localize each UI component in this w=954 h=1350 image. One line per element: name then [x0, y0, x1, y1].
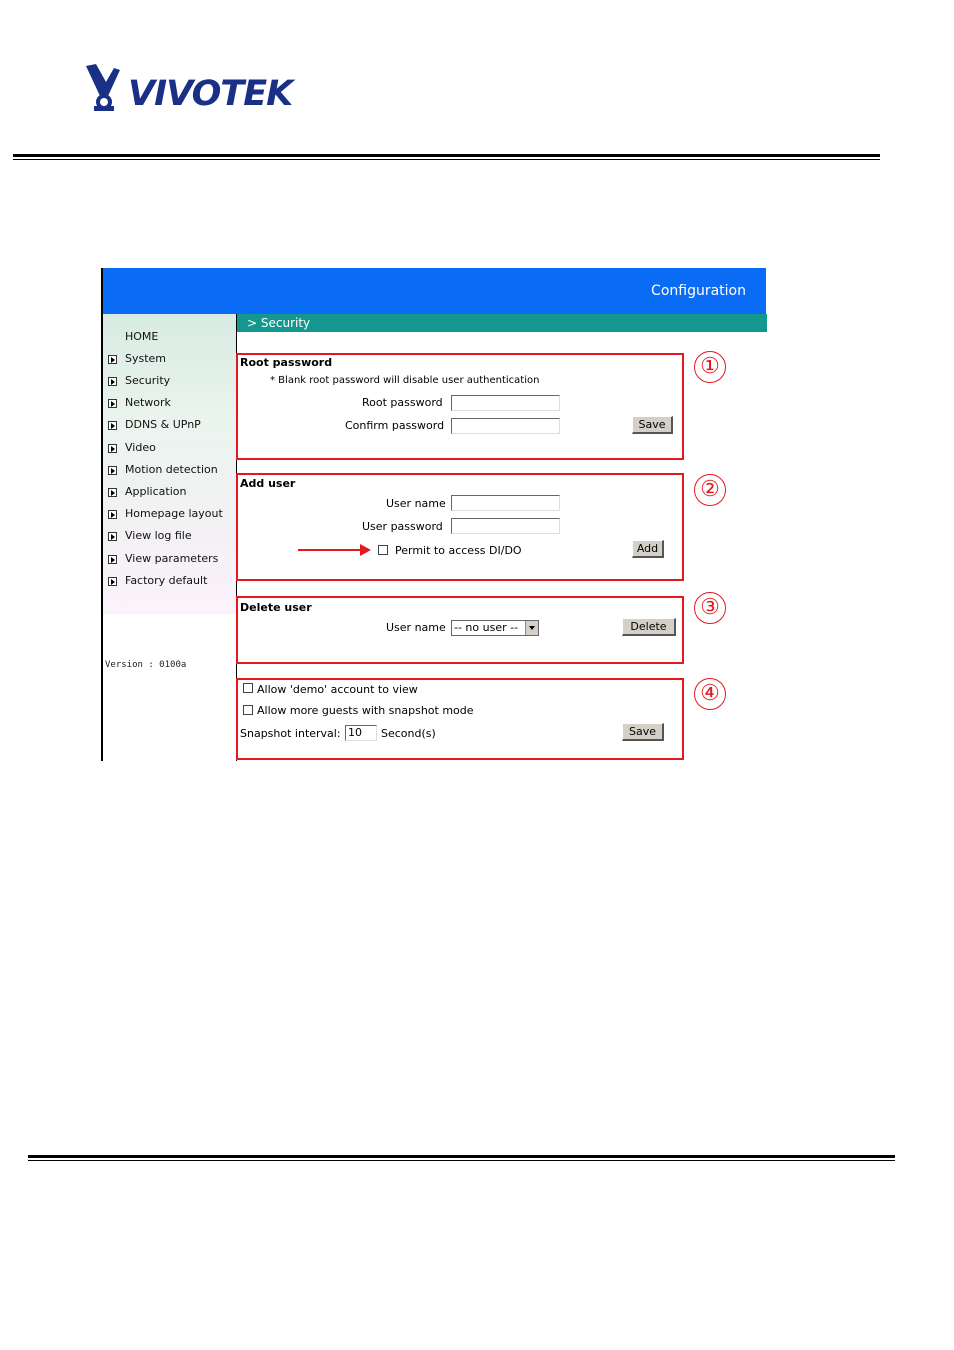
arrow-icon — [108, 488, 117, 497]
pointer-arrow-head — [360, 544, 371, 556]
user-name-input[interactable] — [451, 495, 560, 511]
sidebar-item-label: Application — [125, 485, 187, 498]
marker-1: ① — [694, 351, 726, 383]
sidebar-item-label: Video — [125, 441, 156, 454]
sidebar-item-label: Motion detection — [125, 463, 218, 476]
arrow-icon — [108, 399, 117, 408]
confirm-password-label: Confirm password — [345, 419, 445, 432]
breadcrumb-label: > Security — [247, 316, 311, 330]
sidebar-item-motion-detection[interactable] — [103, 460, 236, 480]
arrow-icon — [108, 444, 117, 453]
sidebar-item-home[interactable] — [103, 327, 236, 347]
user-name-label: User name — [386, 497, 446, 510]
root-password-label: Root password — [362, 396, 443, 409]
camera-logo-icon — [84, 62, 128, 112]
add-user-title: Add user — [240, 477, 296, 490]
sidebar-item-factory-default[interactable] — [103, 571, 236, 591]
vivotek-logo — [84, 62, 294, 114]
header-bar — [103, 268, 766, 314]
sidebar-item-label: Security — [125, 374, 171, 387]
delete-user-name-label: User name — [386, 621, 446, 634]
arrow-icon — [108, 577, 117, 586]
version-text: Version : 0100a — [105, 660, 187, 670]
breadcrumb — [237, 314, 767, 332]
delete-user-button[interactable]: Delete — [622, 618, 676, 636]
arrow-icon — [108, 532, 117, 541]
delete-user-title: Delete user — [240, 601, 312, 614]
page-title: Configuration — [651, 283, 746, 299]
sidebar-item-label: HOME — [125, 330, 159, 343]
allow-snapshot-checkbox[interactable] — [243, 705, 253, 715]
sidebar-item-application[interactable] — [103, 482, 236, 502]
marker-2: ② — [694, 474, 726, 506]
sidebar-item-video[interactable] — [103, 438, 236, 458]
sidebar-item-label: View parameters — [125, 552, 219, 565]
marker-4: ④ — [694, 678, 726, 710]
save-guest-settings-button[interactable]: Save — [622, 723, 664, 741]
sidebar-item-view-parameters[interactable] — [103, 549, 236, 569]
sidebar-item-homepage-layout[interactable] — [103, 504, 236, 524]
top-divider — [13, 154, 880, 160]
sidebar-item-label: System — [125, 352, 167, 365]
allow-demo-label: Allow 'demo' account to view — [257, 683, 418, 696]
sidebar-item-network[interactable] — [103, 393, 236, 413]
marker-3: ③ — [694, 592, 726, 624]
logo-text: VIVOTEK — [128, 74, 293, 114]
user-select-value: -- no user -- — [454, 621, 519, 634]
seconds-unit-label: Second(s) — [381, 727, 436, 740]
bottom-divider — [28, 1155, 895, 1161]
arrow-icon — [108, 555, 117, 564]
user-select[interactable] — [451, 620, 539, 636]
arrow-icon — [108, 421, 117, 430]
root-password-input[interactable] — [451, 395, 560, 411]
arrow-icon — [108, 510, 117, 519]
sidebar-item-view-log-file[interactable] — [103, 526, 236, 546]
pointer-arrow — [298, 549, 362, 551]
sidebar-item-label: Homepage layout — [125, 507, 223, 520]
sidebar-item-label: DDNS & UPnP — [125, 418, 201, 431]
arrow-icon — [108, 377, 117, 386]
snapshot-interval-label: Snapshot interval: — [240, 727, 341, 740]
permit-dido-checkbox[interactable] — [378, 545, 388, 555]
add-user-button[interactable]: Add — [632, 540, 664, 558]
sidebar-item-ddns-upnp[interactable] — [103, 415, 236, 435]
snapshot-interval-input[interactable]: 10 — [345, 725, 377, 741]
save-root-password-button[interactable]: Save — [632, 416, 673, 434]
permit-dido-label: Permit to access DI/DO — [395, 544, 522, 557]
arrow-icon — [108, 355, 117, 364]
confirm-password-input[interactable] — [451, 418, 560, 434]
sidebar — [103, 314, 236, 761]
sidebar-item-system[interactable] — [103, 349, 236, 369]
root-password-title: Root password — [240, 356, 333, 369]
arrow-icon — [108, 466, 117, 475]
sidebar-item-security[interactable] — [103, 371, 236, 391]
sidebar-item-label: Factory default — [125, 574, 208, 587]
sidebar-item-label: View log file — [125, 529, 192, 542]
root-password-note: * Blank root password will disable user authentication — [270, 375, 540, 386]
user-password-input[interactable] — [451, 518, 560, 534]
chevron-down-icon[interactable] — [525, 621, 538, 635]
user-password-label: User password — [362, 520, 443, 533]
allow-snapshot-label: Allow more guests with snapshot mode — [257, 704, 474, 717]
allow-demo-checkbox[interactable] — [243, 683, 253, 693]
sidebar-item-label: Network — [125, 396, 171, 409]
